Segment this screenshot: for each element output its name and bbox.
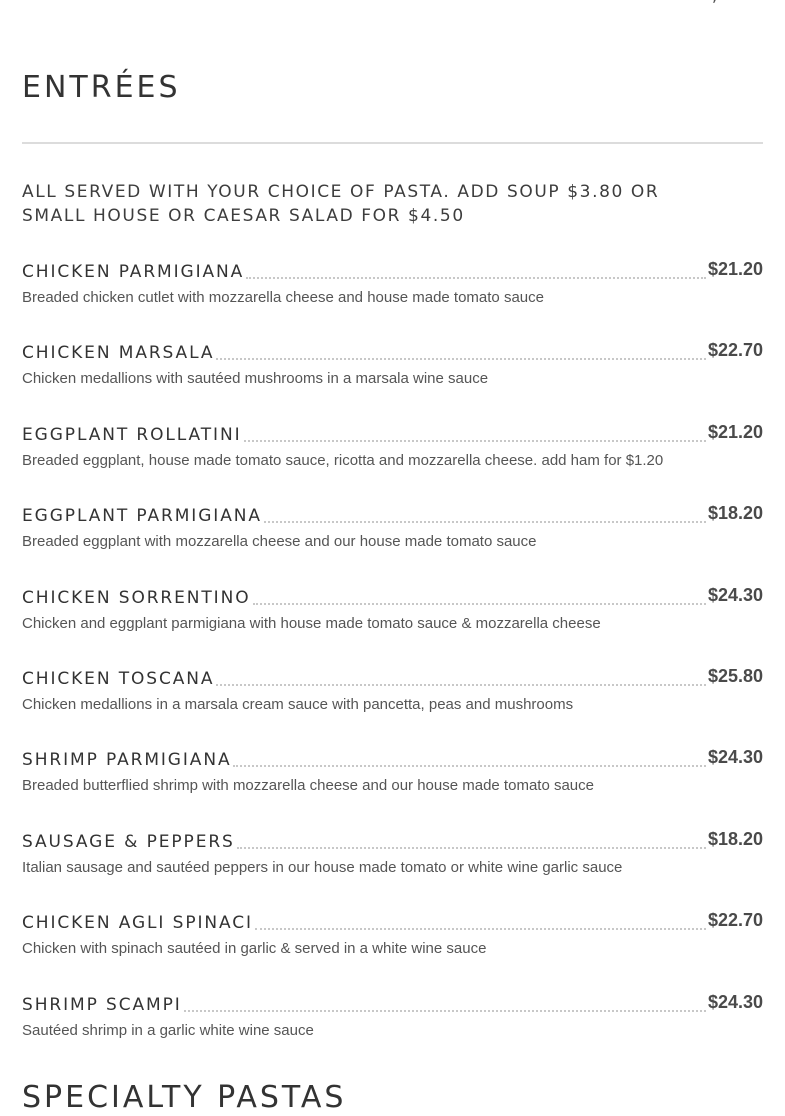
- menu-item-price: $18.20: [707, 503, 763, 524]
- menu-item: [22, 258, 763, 339]
- menu-item: [22, 502, 763, 583]
- dot-leader: [216, 358, 706, 360]
- menu-item-description: Chicken medallions in a marsala cream sauce with pancetta, peas and mushrooms: [22, 695, 574, 713]
- menu-item-name: CHICKEN AGLI SPINACI: [22, 913, 253, 934]
- menu-item-name: CHICKEN TOSCANA: [22, 668, 215, 689]
- menu-item-name: SAUSAGE & PEPPERS: [22, 831, 235, 852]
- menu-item-list: [22, 258, 763, 1072]
- menu-item: [22, 909, 763, 990]
- menu-item-price: $24.30: [707, 747, 763, 768]
- menu-item: [22, 828, 763, 909]
- dot-leader: [264, 521, 706, 523]
- menu-item: [22, 665, 763, 746]
- previous-section-fragment: [712, 0, 717, 4]
- menu-item-price: $21.20: [707, 421, 763, 442]
- menu-item-description: Italian sausage and sautéed peppers in our house made tomato or white wine garlic sauce: [22, 858, 623, 876]
- menu-item-description: Chicken with spinach sautéed in garlic & served in a white wine sauce: [22, 940, 487, 958]
- section-divider: [22, 142, 763, 144]
- menu-item: [22, 339, 763, 420]
- dot-leader: [237, 847, 706, 849]
- menu-item-header: [22, 665, 763, 689]
- menu-item-price: $22.70: [707, 910, 763, 931]
- menu-item-name: EGGPLANT PARMIGIANA: [22, 506, 262, 527]
- menu-item-header: [22, 502, 763, 526]
- menu-item-name: SHRIMP PARMIGIANA: [22, 750, 232, 771]
- menu-item-price: $22.70: [707, 340, 763, 361]
- dot-leader: [244, 440, 706, 442]
- menu-item-name: EGGPLANT ROLLATINI: [22, 424, 242, 445]
- menu-item-header: [22, 584, 763, 608]
- dot-leader: [216, 684, 705, 686]
- menu-item-price: $24.30: [707, 991, 763, 1012]
- menu-item-description: Chicken and eggplant parmigiana with house made tomato sauce & mozzarella cheese: [22, 614, 601, 632]
- dot-leader: [255, 928, 706, 930]
- menu-item-header: [22, 828, 763, 852]
- menu-item-header: [22, 421, 763, 445]
- menu-item-name: CHICKEN MARSALA: [22, 343, 215, 364]
- menu-item-description: Chicken medallions with sautéed mushrooms in a marsala wine sauce: [22, 370, 489, 388]
- menu-item-header: [22, 339, 763, 363]
- menu-item-header: [22, 909, 763, 933]
- menu-item-price: $18.20: [707, 828, 763, 849]
- menu-item: [22, 584, 763, 665]
- dot-leader: [184, 1010, 706, 1012]
- menu-item-header: [22, 258, 763, 282]
- menu-item: [22, 746, 763, 827]
- dot-leader: [253, 603, 706, 605]
- menu-item-description: Breaded chicken cutlet with mozzarella cheese and house made tomato sauce: [22, 289, 544, 306]
- menu-item-price: $25.80: [707, 665, 763, 686]
- menu-item-header: [22, 991, 763, 1015]
- menu-item-description: Breaded eggplant with mozzarella cheese and our house made tomato sauce: [22, 533, 537, 551]
- menu-item: [22, 421, 763, 502]
- section-note: ALL SERVED WITH YOUR CHOICE OF PASTA. ADD SOUP $3.80 OR SMALL HOUSE OR CAESAR SALAD FOR $4.50: [22, 182, 660, 226]
- menu-item-name: CHICKEN PARMIGIANA: [22, 262, 245, 282]
- menu-item-price: $21.20: [707, 259, 763, 279]
- menu-item-name: CHICKEN SORRENTINO: [22, 587, 251, 608]
- dot-leader: [246, 277, 706, 279]
- dot-leader: [233, 765, 705, 767]
- menu-item: [22, 991, 763, 1072]
- next-section-title: SPECIALTY PASTAS: [22, 1080, 347, 1115]
- section-title: ENTRÉES: [22, 70, 181, 105]
- menu-item-description: Breaded eggplant, house made tomato sauce, ricotta and mozzarella cheese. add ham for $1.20: [22, 451, 664, 469]
- menu-item-description: Sautéed shrimp in a garlic white wine sauce: [22, 1021, 314, 1039]
- menu-item-price: $24.30: [707, 584, 763, 605]
- menu-item-name: SHRIMP SCAMPI: [22, 994, 182, 1015]
- menu-item-description: Breaded butterflied shrimp with mozzarella cheese and our house made tomato sauce: [22, 777, 594, 795]
- menu-item-header: [22, 746, 763, 770]
